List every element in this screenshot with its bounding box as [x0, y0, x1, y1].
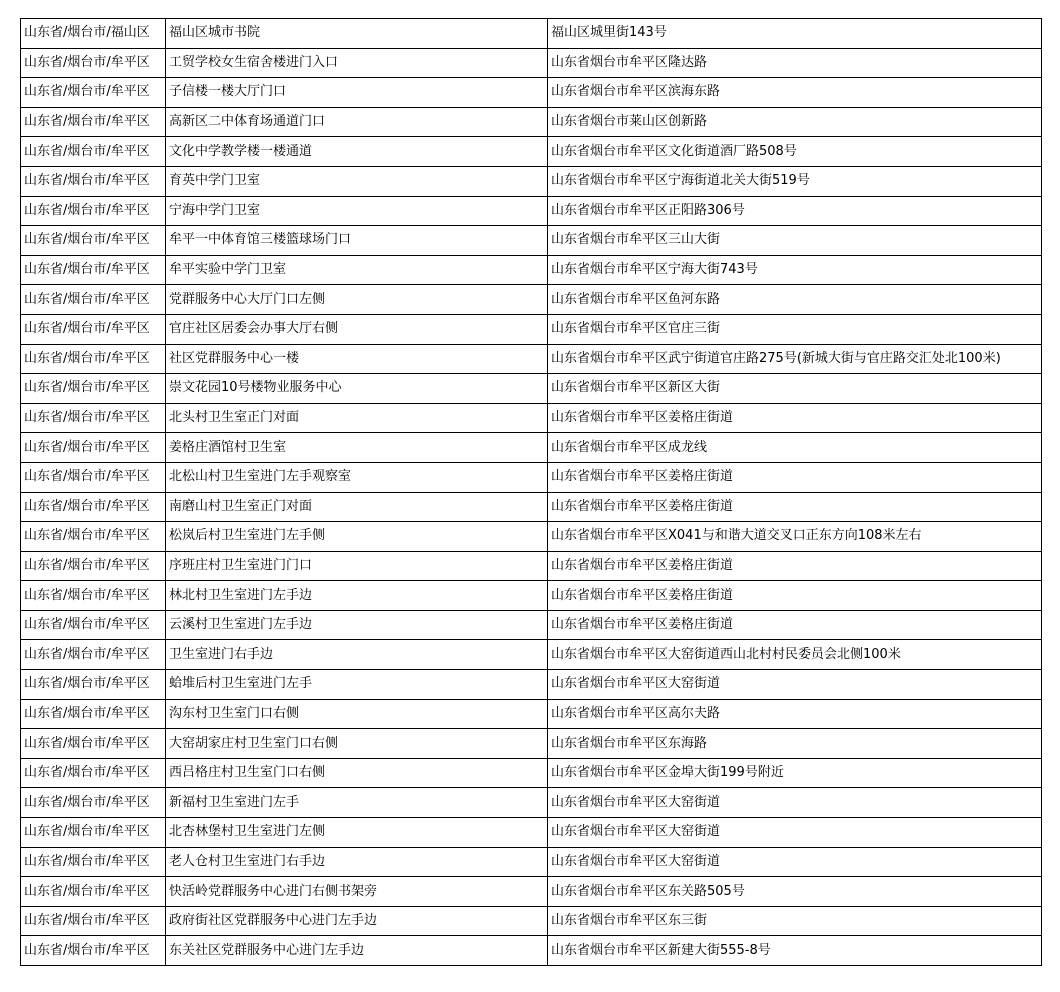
- address-cell: 山东省烟台市牟平区滨海东路: [548, 78, 1042, 108]
- address-cell: 福山区城里街143号: [548, 19, 1042, 49]
- table-row: [21, 522, 1042, 552]
- address-cell: 山东省烟台市牟平区大窑街道: [548, 670, 1042, 700]
- location-cell: 牟平实验中学门卫室: [166, 255, 548, 285]
- table-row: [21, 48, 1042, 78]
- address-cell: 山东省烟台市牟平区三山大街: [548, 226, 1042, 256]
- region-cell: 山东省/烟台市/牟平区: [21, 551, 166, 581]
- location-cell: 官庄社区居委会办事大厅右侧: [166, 314, 548, 344]
- location-cell: 林北村卫生室进门左手边: [166, 581, 548, 611]
- location-cell: 东关社区党群服务中心进门左手边: [166, 936, 548, 966]
- location-cell: 宁海中学门卫室: [166, 196, 548, 226]
- region-cell: 山东省/烟台市/牟平区: [21, 344, 166, 374]
- location-cell: 南磨山村卫生室正门对面: [166, 492, 548, 522]
- table-row: [21, 462, 1042, 492]
- table-row: [21, 19, 1042, 49]
- region-cell: 山东省/烟台市/牟平区: [21, 462, 166, 492]
- address-cell: 山东省烟台市牟平区官庄三街: [548, 314, 1042, 344]
- location-cell: 大窑胡家庄村卫生室门口右侧: [166, 729, 548, 759]
- table-row: [21, 78, 1042, 108]
- location-cell: 牟平一中体育馆三楼篮球场门口: [166, 226, 548, 256]
- address-cell: 山东省烟台市牟平区宁海街道北关大街519号: [548, 166, 1042, 196]
- location-cell: 北杏林堡村卫生室进门左侧: [166, 818, 548, 848]
- region-cell: 山东省/烟台市/牟平区: [21, 522, 166, 552]
- address-cell: 山东省烟台市牟平区姜格庄街道: [548, 403, 1042, 433]
- location-cell: 西吕格庄村卫生室门口右侧: [166, 758, 548, 788]
- table-row: [21, 403, 1042, 433]
- table-row: [21, 906, 1042, 936]
- region-cell: 山东省/烟台市/牟平区: [21, 699, 166, 729]
- location-cell: 社区党群服务中心一楼: [166, 344, 548, 374]
- region-cell: 山东省/烟台市/牟平区: [21, 196, 166, 226]
- address-cell: 山东省烟台市牟平区文化街道酒厂路508号: [548, 137, 1042, 167]
- location-cell: 蛤堆后村卫生室进门左手: [166, 670, 548, 700]
- location-cell: 高新区二中体育场通道门口: [166, 107, 548, 137]
- table-row: [21, 847, 1042, 877]
- table-row: [21, 344, 1042, 374]
- address-cell: 山东省烟台市牟平区鱼河东路: [548, 285, 1042, 315]
- region-cell: 山东省/烟台市/牟平区: [21, 581, 166, 611]
- address-cell: 山东省烟台市牟平区隆达路: [548, 48, 1042, 78]
- region-cell: 山东省/烟台市/牟平区: [21, 403, 166, 433]
- table-row: [21, 699, 1042, 729]
- region-cell: 山东省/烟台市/牟平区: [21, 78, 166, 108]
- region-cell: 山东省/烟台市/牟平区: [21, 166, 166, 196]
- region-cell: 山东省/烟台市/牟平区: [21, 48, 166, 78]
- location-cell: 云溪村卫生室进门左手边: [166, 610, 548, 640]
- location-cell: 快活岭党群服务中心进门右侧书架旁: [166, 877, 548, 907]
- table-row: [21, 433, 1042, 463]
- region-cell: 山东省/烟台市/牟平区: [21, 492, 166, 522]
- address-cell: 山东省烟台市牟平区金埠大街199号附近: [548, 758, 1042, 788]
- table-row: [21, 670, 1042, 700]
- location-table: [20, 18, 1042, 966]
- location-cell: 子信楼一楼大厅门口: [166, 78, 548, 108]
- location-cell: 序班庄村卫生室进门门口: [166, 551, 548, 581]
- address-cell: 山东省烟台市牟平区宁海大街743号: [548, 255, 1042, 285]
- address-cell: 山东省烟台市牟平区大窑街道西山北村村民委员会北侧100米: [548, 640, 1042, 670]
- table-row: [21, 936, 1042, 966]
- address-cell: 山东省烟台市牟平区东关路505号: [548, 877, 1042, 907]
- location-cell: 沟东村卫生室门口右侧: [166, 699, 548, 729]
- region-cell: 山东省/烟台市/牟平区: [21, 788, 166, 818]
- table-row: [21, 226, 1042, 256]
- region-cell: 山东省/烟台市/福山区: [21, 19, 166, 49]
- address-cell: 山东省烟台市牟平区东三街: [548, 906, 1042, 936]
- region-cell: 山东省/烟台市/牟平区: [21, 640, 166, 670]
- address-cell: 山东省烟台市牟平区高尔夫路: [548, 699, 1042, 729]
- table-body: [21, 19, 1042, 966]
- table-row: [21, 196, 1042, 226]
- table-row: [21, 374, 1042, 404]
- location-cell: 政府街社区党群服务中心进门左手边: [166, 906, 548, 936]
- region-cell: 山东省/烟台市/牟平区: [21, 847, 166, 877]
- location-cell: 卫生室进门右手边: [166, 640, 548, 670]
- table-row: [21, 581, 1042, 611]
- table-row: [21, 640, 1042, 670]
- table-row: [21, 877, 1042, 907]
- table-row: [21, 255, 1042, 285]
- location-cell: 北头村卫生室正门对面: [166, 403, 548, 433]
- table-row: [21, 788, 1042, 818]
- region-cell: 山东省/烟台市/牟平区: [21, 906, 166, 936]
- table-row: [21, 729, 1042, 759]
- address-cell: 山东省烟台市牟平区姜格庄街道: [548, 610, 1042, 640]
- address-cell: 山东省烟台市牟平区大窑街道: [548, 818, 1042, 848]
- region-cell: 山东省/烟台市/牟平区: [21, 226, 166, 256]
- location-cell: 工贸学校女生宿舍楼进门入口: [166, 48, 548, 78]
- table-row: [21, 314, 1042, 344]
- location-cell: 松岚后村卫生室进门左手侧: [166, 522, 548, 552]
- location-cell: 福山区城市书院: [166, 19, 548, 49]
- region-cell: 山东省/烟台市/牟平区: [21, 758, 166, 788]
- address-cell: 山东省烟台市牟平区成龙线: [548, 433, 1042, 463]
- location-cell: 新福村卫生室进门左手: [166, 788, 548, 818]
- region-cell: 山东省/烟台市/牟平区: [21, 314, 166, 344]
- location-cell: 老人仓村卫生室进门右手边: [166, 847, 548, 877]
- address-cell: 山东省烟台市牟平区姜格庄街道: [548, 492, 1042, 522]
- address-cell: 山东省烟台市牟平区新区大街: [548, 374, 1042, 404]
- location-table-container: [20, 18, 1042, 966]
- table-row: [21, 492, 1042, 522]
- location-cell: 崇文花园10号楼物业服务中心: [166, 374, 548, 404]
- address-cell: 山东省烟台市牟平区新建大街555-8号: [548, 936, 1042, 966]
- region-cell: 山东省/烟台市/牟平区: [21, 374, 166, 404]
- region-cell: 山东省/烟台市/牟平区: [21, 107, 166, 137]
- address-cell: 山东省烟台市牟平区姜格庄街道: [548, 581, 1042, 611]
- region-cell: 山东省/烟台市/牟平区: [21, 137, 166, 167]
- region-cell: 山东省/烟台市/牟平区: [21, 936, 166, 966]
- table-row: [21, 758, 1042, 788]
- address-cell: 山东省烟台市牟平区姜格庄街道: [548, 462, 1042, 492]
- table-row: [21, 107, 1042, 137]
- address-cell: 山东省烟台市牟平区东海路: [548, 729, 1042, 759]
- address-cell: 山东省烟台市莱山区创新路: [548, 107, 1042, 137]
- location-cell: 育英中学门卫室: [166, 166, 548, 196]
- table-row: [21, 137, 1042, 167]
- address-cell: 山东省烟台市牟平区大窑街道: [548, 788, 1042, 818]
- table-row: [21, 818, 1042, 848]
- table-row: [21, 610, 1042, 640]
- address-cell: 山东省烟台市牟平区正阳路306号: [548, 196, 1042, 226]
- region-cell: 山东省/烟台市/牟平区: [21, 433, 166, 463]
- region-cell: 山东省/烟台市/牟平区: [21, 255, 166, 285]
- location-cell: 党群服务中心大厅门口左侧: [166, 285, 548, 315]
- address-cell: 山东省烟台市牟平区大窑街道: [548, 847, 1042, 877]
- location-cell: 姜格庄酒馆村卫生室: [166, 433, 548, 463]
- region-cell: 山东省/烟台市/牟平区: [21, 670, 166, 700]
- location-cell: 文化中学教学楼一楼通道: [166, 137, 548, 167]
- address-cell: 山东省烟台市牟平区姜格庄街道: [548, 551, 1042, 581]
- region-cell: 山东省/烟台市/牟平区: [21, 877, 166, 907]
- region-cell: 山东省/烟台市/牟平区: [21, 285, 166, 315]
- region-cell: 山东省/烟台市/牟平区: [21, 729, 166, 759]
- address-cell: 山东省烟台市牟平区武宁街道官庄路275号(新城大街与官庄路交汇处北100米): [548, 344, 1042, 374]
- location-cell: 北松山村卫生室进门左手观察室: [166, 462, 548, 492]
- region-cell: 山东省/烟台市/牟平区: [21, 610, 166, 640]
- region-cell: 山东省/烟台市/牟平区: [21, 818, 166, 848]
- address-cell: 山东省烟台市牟平区X041与和谐大道交叉口正东方向108米左右: [548, 522, 1042, 552]
- table-row: [21, 285, 1042, 315]
- table-row: [21, 166, 1042, 196]
- table-row: [21, 551, 1042, 581]
